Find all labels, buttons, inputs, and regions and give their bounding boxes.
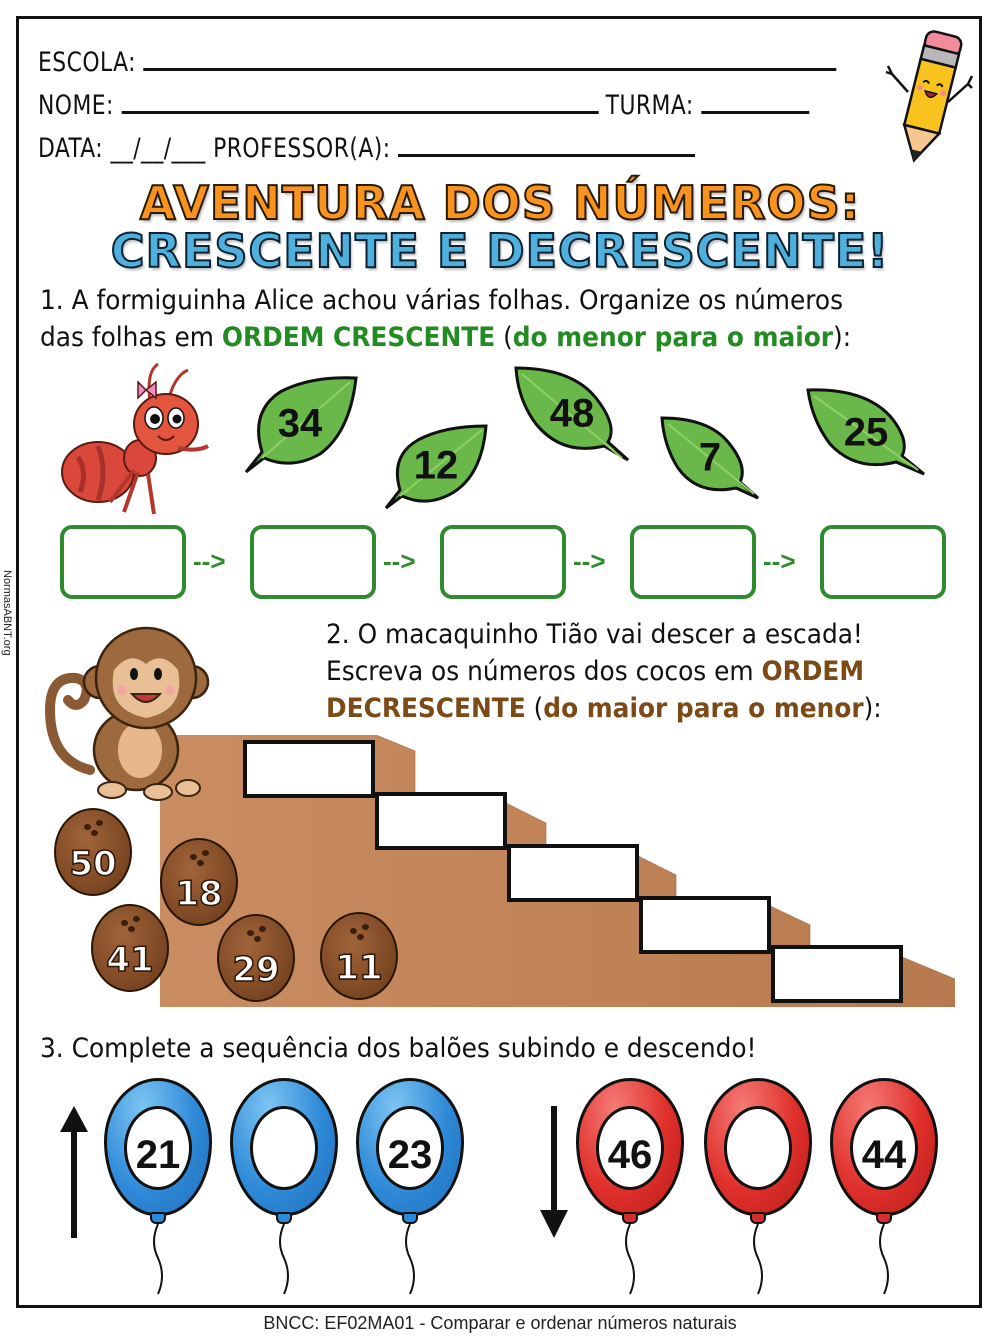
arrow-up-icon xyxy=(56,1102,96,1240)
ant-alice-icon xyxy=(58,362,218,522)
leaf-25 xyxy=(804,386,928,480)
balloon-number: 46 xyxy=(607,1133,653,1177)
leaf-number: 34 xyxy=(277,401,323,446)
coconut-number: 41 xyxy=(106,940,154,980)
answer-box-3[interactable] xyxy=(440,525,566,599)
decrescente-highlight: DECRESCENTE xyxy=(326,693,526,724)
coconut-eyes-icon xyxy=(190,850,214,866)
school-field[interactable] xyxy=(143,44,836,71)
step-box-4[interactable] xyxy=(639,896,771,954)
exercise-1-text: das folhas em xyxy=(40,322,222,353)
name-label: NOME: xyxy=(38,90,114,121)
exercise-2-line-3 xyxy=(326,690,882,727)
balloon-down-2[interactable] xyxy=(704,1078,812,1228)
balloon-window xyxy=(850,1106,918,1190)
step-box-2[interactable] xyxy=(375,792,507,850)
class-field[interactable] xyxy=(701,87,809,114)
teacher-field[interactable] xyxy=(398,130,695,157)
crescente-highlight: ORDEM CRESCENTE xyxy=(221,322,496,353)
paren: ( xyxy=(495,322,513,353)
coconut-50 xyxy=(54,808,132,896)
balloon-up-1 xyxy=(104,1078,212,1228)
monkey-tiao-icon xyxy=(40,620,230,802)
maior-para-menor-highlight: do maior para o menor xyxy=(543,693,864,724)
date-label: DATA: xyxy=(38,133,104,164)
coconut-18 xyxy=(160,838,238,926)
step-box-1[interactable] xyxy=(243,740,375,798)
bncc-footer: BNCC: EF02MA01 - Comparar e ordenar números naturais xyxy=(263,1313,737,1333)
school-label: ESCOLA: xyxy=(38,47,136,78)
coconut-number: 50 xyxy=(69,844,117,884)
step-box-3[interactable] xyxy=(507,844,639,902)
balloon-up-3 xyxy=(356,1078,464,1228)
balloon-window xyxy=(376,1106,444,1190)
coconut-eyes-icon xyxy=(350,924,374,940)
side-credit xyxy=(0,570,18,670)
exercise-1-line-1: 1. A formiguinha Alice achou várias folhas. Organize os números xyxy=(40,285,844,316)
side-credit-text: NormasABNT.org xyxy=(1,570,13,656)
balloon-window xyxy=(124,1106,192,1190)
paren: ( xyxy=(525,693,544,724)
leaf-48 xyxy=(512,364,632,464)
title-line-1: AVENTURA DOS NÚMEROS: xyxy=(139,176,861,230)
balloon-down-1 xyxy=(576,1078,684,1228)
balloon-down-3 xyxy=(830,1078,938,1228)
exercise-1-instruction xyxy=(40,282,851,356)
leaf-34 xyxy=(240,372,360,476)
coconut-number: 29 xyxy=(232,950,280,990)
arrow-right-icon: --> xyxy=(763,546,796,576)
date-field[interactable]: __/__/___ xyxy=(110,133,206,164)
exercise-1-line-2 xyxy=(40,319,851,356)
coconut-eyes-icon xyxy=(84,820,108,836)
leaf-number: 48 xyxy=(549,391,595,436)
school-row xyxy=(38,44,836,78)
answer-box-2[interactable] xyxy=(250,525,376,599)
balloon-number: 23 xyxy=(387,1133,433,1177)
balloon-strings-icon xyxy=(0,1222,1000,1296)
exercise-2-text: Escreva os números dos cocos em xyxy=(326,656,762,687)
arrow-right-icon: --> xyxy=(573,546,606,576)
class-label: TURMA: xyxy=(605,90,694,121)
exercise-2-line-1: 2. O macaquinho Tião vai descer a escada! xyxy=(326,619,863,650)
name-row xyxy=(38,87,809,121)
exercise-2-instruction xyxy=(326,616,882,727)
coconut-41 xyxy=(91,904,169,992)
leaf-number: 7 xyxy=(698,435,722,480)
paren: ): xyxy=(863,693,882,724)
date-teacher-row xyxy=(38,130,695,164)
coconut-eyes-icon xyxy=(121,916,145,932)
arrow-right-icon: --> xyxy=(383,546,416,576)
balloon-up-2[interactable] xyxy=(230,1078,338,1228)
answer-box-4[interactable] xyxy=(630,525,756,599)
name-field[interactable] xyxy=(121,87,598,114)
leaf-number: 12 xyxy=(413,443,459,488)
coconut-eyes-icon xyxy=(247,926,271,942)
balloon-answer-field[interactable] xyxy=(250,1106,318,1190)
answer-box-1[interactable] xyxy=(60,525,186,599)
teacher-label: PROFESSOR(A): xyxy=(213,133,391,164)
balloon-number: 21 xyxy=(135,1133,181,1177)
leaf-12 xyxy=(382,420,490,512)
arrow-right-icon: --> xyxy=(193,546,226,576)
balloon-number: 44 xyxy=(861,1133,907,1177)
leaf-7 xyxy=(658,414,762,502)
pencil-mascot-icon xyxy=(884,26,974,166)
balloon-window xyxy=(596,1106,664,1190)
ordem-highlight: ORDEM xyxy=(761,656,865,687)
coconut-11 xyxy=(320,912,398,1000)
coconut-number: 18 xyxy=(175,874,223,914)
menor-para-maior-highlight: do menor para o maior xyxy=(512,322,834,353)
coconut-29 xyxy=(217,914,295,1002)
leaf-number: 25 xyxy=(843,410,889,455)
answer-box-5[interactable] xyxy=(820,525,946,599)
title-line-2: CRESCENTE E DECRESCENTE! xyxy=(110,224,890,278)
balloon-answer-field[interactable] xyxy=(724,1106,792,1190)
step-box-5[interactable] xyxy=(771,945,903,1003)
exercise-3-instruction: 3. Complete a sequência dos balões subindo e descendo! xyxy=(40,1033,757,1064)
exercise-2-line-2 xyxy=(326,653,882,690)
coconut-number: 11 xyxy=(335,948,383,988)
paren: ): xyxy=(833,322,852,353)
